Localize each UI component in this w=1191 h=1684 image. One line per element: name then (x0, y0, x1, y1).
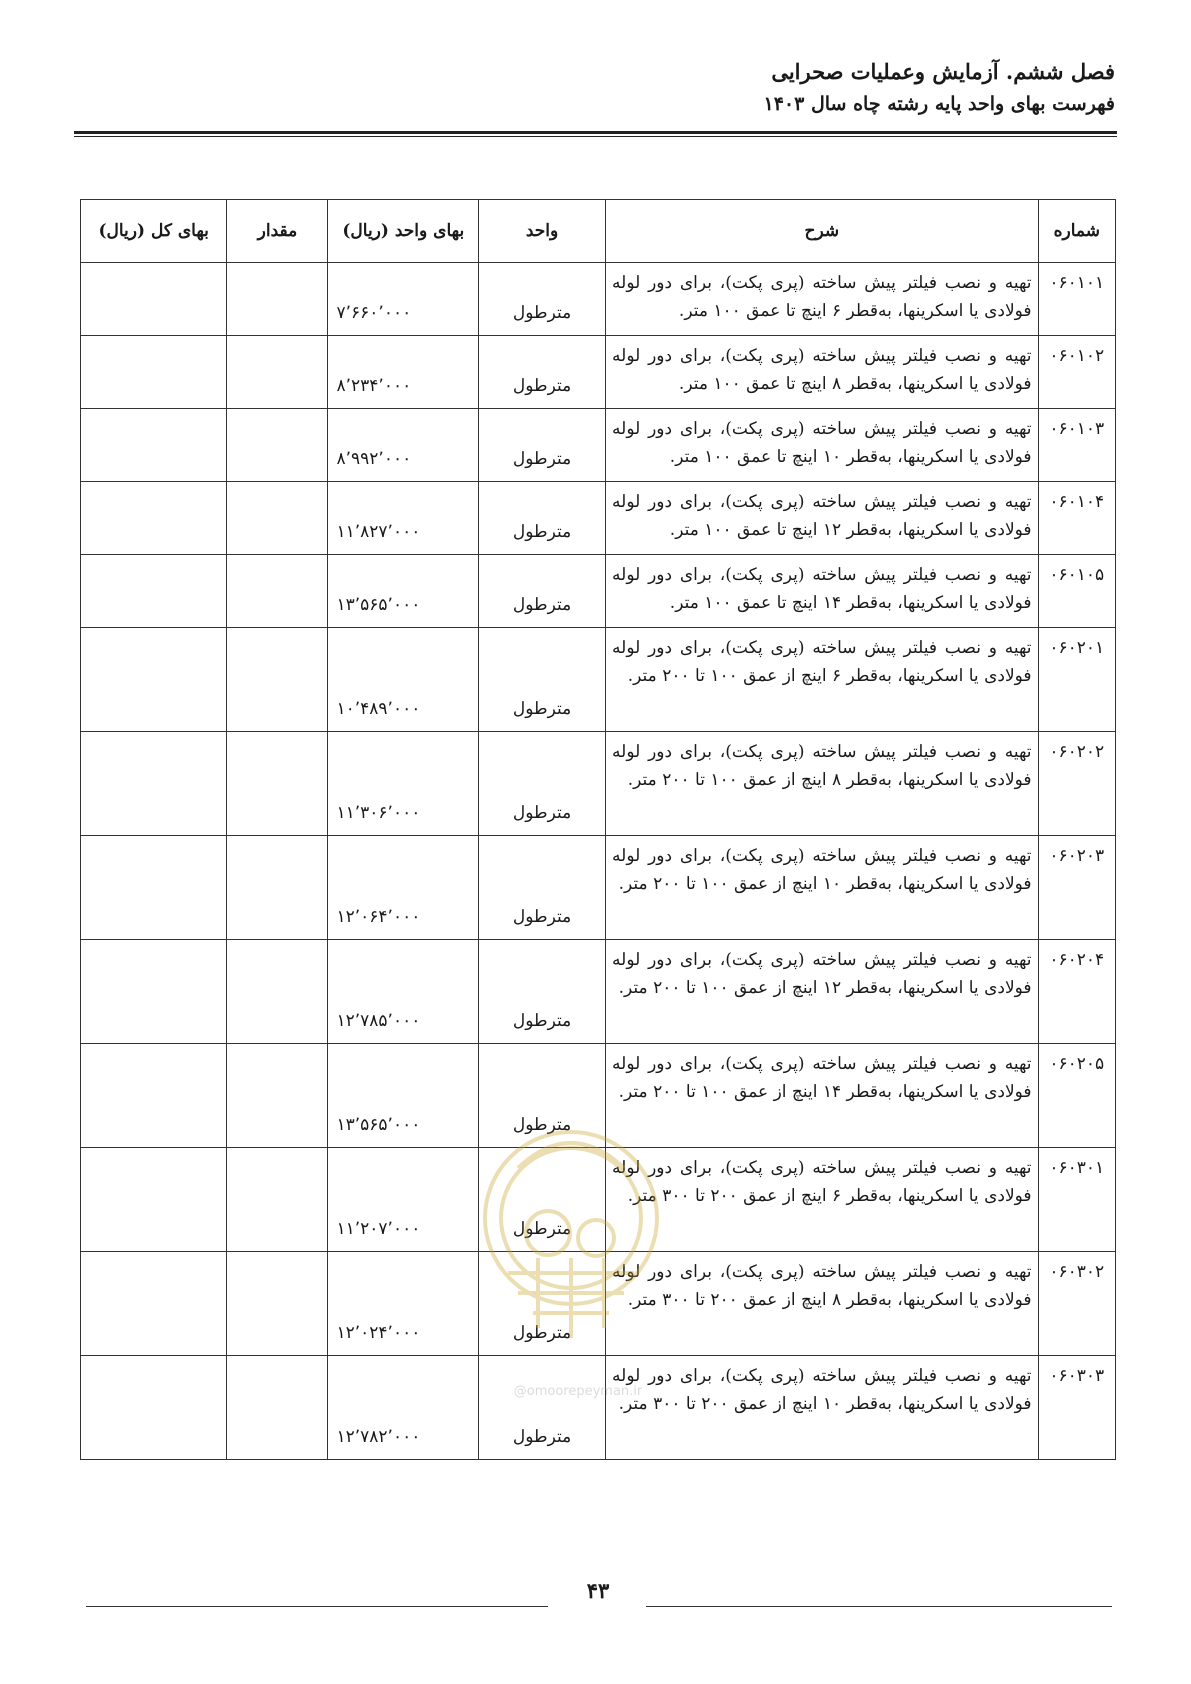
row-unit: مترطول (479, 836, 606, 940)
row-number: ۰۶۰۱۰۵ (1038, 555, 1115, 628)
row-total-price (81, 555, 227, 628)
row-unit-price: ۸٬۲۳۴٬۰۰۰ (328, 336, 479, 409)
row-total-price (81, 336, 227, 409)
row-total-price (81, 263, 227, 336)
row-unit: مترطول (479, 732, 606, 836)
row-unit-price: ۱۱٬۸۲۷٬۰۰۰ (328, 482, 479, 555)
table-row (81, 1252, 1116, 1356)
chapter-title: فصل ششم. آزمایش وعملیات صحرایی (771, 59, 1115, 84)
row-unit-price: ۱۲٬۰۲۴٬۰۰۰ (328, 1252, 479, 1356)
row-number: ۰۶۰۳۰۲ (1038, 1252, 1115, 1356)
row-quantity (227, 263, 328, 336)
row-number: ۰۶۰۲۰۱ (1038, 628, 1115, 732)
table-row (81, 836, 1116, 940)
row-number: ۰۶۰۲۰۵ (1038, 1044, 1115, 1148)
row-description: تهیه و نصب فیلتر پیش ساخته (پری پکت)، برای دور لوله فولادی یا اسکرینها، به‌قطر ۶ اینچ از عمق ۲۰۰ تا ۳۰۰ متر. (606, 1148, 1039, 1252)
row-unit: مترطول (479, 482, 606, 555)
row-quantity (227, 732, 328, 836)
row-total-price (81, 940, 227, 1044)
row-unit-price: ۸٬۹۹۲٬۰۰۰ (328, 409, 479, 482)
row-unit-price: ۱۱٬۲۰۷٬۰۰۰ (328, 1148, 479, 1252)
column-header-total-price: بهای کل (ریال) (81, 200, 227, 263)
footer-rule-right (646, 1606, 1112, 1607)
row-quantity (227, 336, 328, 409)
row-quantity (227, 409, 328, 482)
watermark-site: @omoorepeyman.ir (513, 1384, 643, 1399)
row-description: تهیه و نصب فیلتر پیش ساخته (پری پکت)، برای دور لوله فولادی یا اسکرینها، به‌قطر ۱۰ اینچ از عمق ۲۰۰ تا ۳۰۰ متر. (606, 1356, 1039, 1460)
footer-rule-left (86, 1606, 548, 1607)
row-unit-price: ۱۲٬۰۶۴٬۰۰۰ (328, 836, 479, 940)
row-description: تهیه و نصب فیلتر پیش ساخته (پری پکت)، برای دور لوله فولادی یا اسکرینها، به‌قطر ۸ اینچ از عمق ۲۰۰ تا ۳۰۰ متر. (606, 1252, 1039, 1356)
row-description: تهیه و نصب فیلتر پیش ساخته (پری پکت)، برای دور لوله فولادی یا اسکرینها، به‌قطر ۱۲ اینچ تا عمق ۱۰۰ متر. (606, 482, 1039, 555)
row-unit: مترطول (479, 628, 606, 732)
row-description: تهیه و نصب فیلتر پیش ساخته (پری پکت)، برای دور لوله فولادی یا اسکرینها، به‌قطر ۸ اینچ از عمق ۱۰۰ تا ۲۰۰ متر. (606, 732, 1039, 836)
row-total-price (81, 732, 227, 836)
row-number: ۰۶۰۳۰۱ (1038, 1148, 1115, 1252)
page-header (764, 56, 1115, 120)
row-quantity (227, 836, 328, 940)
table-row (81, 732, 1116, 836)
row-unit: مترطول (479, 1148, 606, 1252)
row-total-price (81, 1148, 227, 1252)
row-description: تهیه و نصب فیلتر پیش ساخته (پری پکت)، برای دور لوله فولادی یا اسکرینها، به‌قطر ۱۴ اینچ تا عمق ۱۰۰ متر. (606, 555, 1039, 628)
row-number: ۰۶۰۲۰۲ (1038, 732, 1115, 836)
row-quantity (227, 1044, 328, 1148)
row-unit-price: ۱۰٬۴۸۹٬۰۰۰ (328, 628, 479, 732)
table-row (81, 336, 1116, 409)
table-row (81, 263, 1116, 336)
table-row (81, 482, 1116, 555)
row-unit: مترطول (479, 940, 606, 1044)
table-row (81, 555, 1116, 628)
row-total-price (81, 628, 227, 732)
row-total-price (81, 1044, 227, 1148)
row-description: تهیه و نصب فیلتر پیش ساخته (پری پکت)، برای دور لوله فولادی یا اسکرینها، به‌قطر ۸ اینچ تا عمق ۱۰۰ متر. (606, 336, 1039, 409)
row-unit: مترطول (479, 336, 606, 409)
row-total-price (81, 482, 227, 555)
price-list-title: فهرست بهای واحد پایه رشته چاه سال ۱۴۰۳ (763, 93, 1115, 115)
row-number: ۰۶۰۳۰۳ (1038, 1356, 1115, 1460)
row-quantity (227, 555, 328, 628)
table-row (81, 1356, 1116, 1460)
row-unit: مترطول (479, 263, 606, 336)
column-header-description: شرح (606, 200, 1039, 263)
row-description: تهیه و نصب فیلتر پیش ساخته (پری پکت)، برای دور لوله فولادی یا اسکرینها، به‌قطر ۱۰ اینچ از عمق ۱۰۰ تا ۲۰۰ متر. (606, 836, 1039, 940)
row-quantity (227, 1148, 328, 1252)
row-total-price (81, 1356, 227, 1460)
column-header-unit-price: بهای واحد (ریال) (328, 200, 479, 263)
column-header-unit: واحد (479, 200, 606, 263)
row-number: ۰۶۰۲۰۴ (1038, 940, 1115, 1044)
row-unit-price: ۱۲٬۷۸۵٬۰۰۰ (328, 940, 479, 1044)
page-number: ۴۳ (586, 1578, 610, 1603)
row-quantity (227, 482, 328, 555)
row-number: ۰۶۰۱۰۴ (1038, 482, 1115, 555)
row-description: تهیه و نصب فیلتر پیش ساخته (پری پکت)، برای دور لوله فولادی یا اسکرینها، به‌قطر ۱۰ اینچ تا عمق ۱۰۰ متر. (606, 409, 1039, 482)
row-description: تهیه و نصب فیلتر پیش ساخته (پری پکت)، برای دور لوله فولادی یا اسکرینها، به‌قطر ۱۲ اینچ از عمق ۱۰۰ تا ۲۰۰ متر. (606, 940, 1039, 1044)
row-unit-price: ۱۳٬۵۶۵٬۰۰۰ (328, 555, 479, 628)
table-row (81, 1148, 1116, 1252)
column-header-quantity: مقدار (227, 200, 328, 263)
row-number: ۰۶۰۱۰۳ (1038, 409, 1115, 482)
row-description: تهیه و نصب فیلتر پیش ساخته (پری پکت)، برای دور لوله فولادی یا اسکرینها، به‌قطر ۶ اینچ از عمق ۱۰۰ تا ۲۰۰ متر. (606, 628, 1039, 732)
row-unit-price: ۱۲٬۷۸۲٬۰۰۰ (328, 1356, 479, 1460)
row-unit: مترطول (479, 1252, 606, 1356)
row-total-price (81, 409, 227, 482)
column-header-number: شماره (1038, 200, 1115, 263)
row-number: ۰۶۰۱۰۱ (1038, 263, 1115, 336)
header-rule-thin (74, 136, 1117, 137)
row-description: تهیه و نصب فیلتر پیش ساخته (پری پکت)، برای دور لوله فولادی یا اسکرینها، به‌قطر ۱۴ اینچ از عمق ۱۰۰ تا ۲۰۰ متر. (606, 1044, 1039, 1148)
header-rule-thick (74, 131, 1117, 134)
row-unit-price: ۱۳٬۵۶۵٬۰۰۰ (328, 1044, 479, 1148)
row-unit: مترطول (479, 555, 606, 628)
table-row (81, 940, 1116, 1044)
table-row (81, 1044, 1116, 1148)
table-row (81, 409, 1116, 482)
row-quantity (227, 940, 328, 1044)
row-number: ۰۶۰۱۰۲ (1038, 336, 1115, 409)
row-number: ۰۶۰۲۰۳ (1038, 836, 1115, 940)
row-unit: مترطول (479, 409, 606, 482)
row-quantity (227, 1356, 328, 1460)
row-quantity (227, 1252, 328, 1356)
price-table (80, 199, 1116, 1460)
table-row (81, 628, 1116, 732)
table-body (81, 263, 1116, 1460)
row-unit: مترطول (479, 1356, 606, 1460)
row-unit-price: ۷٬۶۶۰٬۰۰۰ (328, 263, 479, 336)
row-total-price (81, 836, 227, 940)
table-header-row (81, 200, 1116, 263)
row-quantity (227, 628, 328, 732)
row-description: تهیه و نصب فیلتر پیش ساخته (پری پکت)، برای دور لوله فولادی یا اسکرینها، به‌قطر ۶ اینچ تا عمق ۱۰۰ متر. (606, 263, 1039, 336)
row-unit: مترطول (479, 1044, 606, 1148)
row-unit-price: ۱۱٬۳۰۶٬۰۰۰ (328, 732, 479, 836)
row-total-price (81, 1252, 227, 1356)
